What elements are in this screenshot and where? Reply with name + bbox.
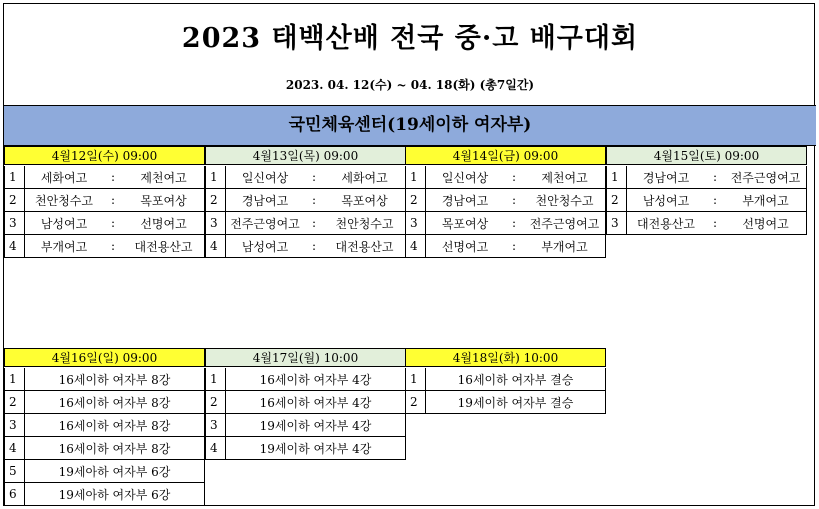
vs-separator: : — [110, 170, 116, 184]
match-number: 1 — [5, 368, 25, 390]
vs-separator: : — [511, 170, 517, 184]
match-label: 19세이하 여자부 결승 — [457, 395, 574, 410]
team-b: 제천여고 — [140, 170, 187, 185]
match-row — [405, 166, 606, 189]
day-block — [205, 146, 406, 258]
match-number: 3 — [206, 212, 226, 234]
match-number: 5 — [5, 460, 25, 482]
match-row — [205, 414, 406, 437]
match-row — [405, 391, 606, 414]
team-a: 경남여고 — [241, 193, 289, 208]
team-b: 천안청수고 — [535, 193, 594, 208]
team-b: 천안청수고 — [335, 216, 394, 231]
day-header: 4월17일(월) 10:00 — [205, 348, 406, 367]
match-row — [205, 189, 406, 212]
match-number: 1 — [607, 166, 627, 188]
vs-separator: : — [110, 216, 116, 230]
match-row — [205, 235, 406, 258]
schedule-sheet — [3, 3, 815, 506]
day-block — [4, 146, 205, 258]
match-number: 2 — [206, 391, 226, 413]
day-header: 4월14일(금) 09:00 — [405, 146, 606, 165]
team-a: 일신여상 — [441, 170, 489, 185]
team-b: 제천여고 — [541, 170, 588, 185]
match-row — [4, 437, 205, 460]
match-row — [4, 368, 205, 391]
match-number: 3 — [206, 414, 226, 436]
vs-separator: : — [712, 170, 718, 184]
match-label: 19세아하 여자부 6강 — [58, 464, 171, 479]
team-b: 대전용산고 — [335, 239, 394, 254]
day-header: 4월15일(토) 09:00 — [606, 146, 807, 165]
team-a: 남성여고 — [642, 193, 690, 208]
match-row — [4, 460, 205, 483]
match-row — [4, 414, 205, 437]
date-range: 2023. 04. 12(수) ~ 04. 18(화) (총7일간) — [285, 78, 535, 92]
team-b: 부개여고 — [541, 239, 588, 254]
match-number: 4 — [206, 235, 226, 257]
match-row — [4, 483, 205, 506]
day-block — [4, 348, 205, 506]
team-a: 일신여상 — [241, 170, 289, 185]
match-label: 16세이하 여자부 결승 — [457, 372, 574, 387]
team-a: 대전용산고 — [637, 216, 695, 231]
match-row — [205, 212, 406, 235]
team-a: 목포여상 — [441, 216, 489, 231]
match-label: 16세이하 여자부 4강 — [259, 395, 372, 410]
match-number: 2 — [5, 189, 25, 211]
vs-separator: : — [712, 216, 718, 230]
day-block — [205, 348, 406, 460]
team-b: 세화여고 — [341, 170, 388, 185]
match-row — [205, 437, 406, 460]
match-number: 2 — [206, 189, 226, 211]
match-number: 1 — [5, 166, 25, 188]
day-header: 4월18일(화) 10:00 — [405, 348, 606, 367]
match-number: 2 — [406, 391, 426, 413]
team-a: 남성여고 — [40, 216, 88, 231]
page-title: 2023 태백산배 전국 중·고 배구대회 — [181, 23, 639, 54]
match-number: 3 — [5, 414, 25, 436]
match-number: 1 — [406, 368, 426, 390]
team-a: 남성여고 — [241, 239, 289, 254]
team-b: 부개여고 — [742, 193, 789, 208]
match-row — [4, 235, 205, 258]
match-row — [606, 189, 807, 212]
match-number: 1 — [406, 166, 426, 188]
match-row — [4, 189, 205, 212]
match-row — [205, 166, 406, 189]
match-label: 19세이하 여자부 4강 — [259, 441, 372, 456]
team-b: 전주근영여고 — [529, 216, 600, 231]
match-row — [606, 166, 807, 189]
day-header: 4월13일(목) 09:00 — [205, 146, 406, 165]
team-a: 경남여고 — [441, 193, 489, 208]
team-a: 경남여고 — [642, 170, 690, 185]
team-a: 부개여고 — [40, 239, 88, 254]
vs-separator: : — [311, 170, 317, 184]
team-a: 선명여고 — [441, 239, 489, 254]
team-a: 천안청수고 — [35, 193, 93, 208]
match-row — [405, 212, 606, 235]
team-b: 선명여고 — [140, 216, 187, 231]
day-block — [606, 146, 807, 235]
team-b: 목포여상 — [341, 193, 388, 208]
match-label: 16세이하 여자부 4강 — [259, 372, 372, 387]
team-a: 전주근영여고 — [230, 216, 300, 231]
match-number: 4 — [5, 437, 25, 459]
vs-separator: : — [511, 193, 517, 207]
team-b: 선명여고 — [742, 216, 789, 231]
match-number: 2 — [406, 189, 426, 211]
match-row — [4, 212, 205, 235]
team-a: 세화여고 — [40, 170, 88, 185]
vs-separator: : — [110, 239, 116, 253]
match-number: 3 — [406, 212, 426, 234]
match-row — [405, 235, 606, 258]
vs-separator: : — [311, 239, 317, 253]
match-row — [606, 212, 807, 235]
match-row — [405, 189, 606, 212]
vs-separator: : — [511, 239, 517, 253]
match-row — [205, 391, 406, 414]
match-number: 2 — [607, 189, 627, 211]
team-b: 목포여상 — [140, 193, 187, 208]
match-row — [4, 166, 205, 189]
vs-separator: : — [712, 193, 718, 207]
match-number: 3 — [607, 212, 627, 234]
match-label: 19세아하 여자부 6강 — [58, 487, 171, 502]
match-number: 3 — [5, 212, 25, 234]
match-number: 6 — [5, 483, 25, 505]
match-number: 4 — [206, 437, 226, 459]
match-number: 1 — [206, 368, 226, 390]
match-label: 19세이하 여자부 4강 — [259, 418, 372, 433]
vs-separator: : — [511, 216, 517, 230]
vs-separator: : — [110, 193, 116, 207]
match-number: 4 — [5, 235, 25, 257]
match-label: 16세이하 여자부 8강 — [58, 418, 171, 433]
day-block — [405, 348, 606, 414]
match-row — [405, 368, 606, 391]
team-b: 대전용산고 — [134, 239, 193, 254]
day-header: 4월16일(일) 09:00 — [4, 348, 205, 367]
match-number: 2 — [5, 391, 25, 413]
day-header: 4월12일(수) 09:00 — [4, 146, 205, 165]
match-label: 16세이하 여자부 8강 — [58, 372, 171, 387]
match-number: 1 — [206, 166, 226, 188]
match-label: 16세이하 여자부 8강 — [58, 395, 171, 410]
match-label: 16세이하 여자부 8강 — [58, 441, 171, 456]
day-block — [405, 146, 606, 258]
vs-separator: : — [311, 216, 317, 230]
vs-separator: : — [311, 193, 317, 207]
match-number: 4 — [406, 235, 426, 257]
team-b: 전주근영여고 — [730, 170, 801, 185]
match-row — [205, 368, 406, 391]
venue-banner: 국민체육센터(19세이하 여자부) — [4, 105, 816, 146]
match-row — [4, 391, 205, 414]
